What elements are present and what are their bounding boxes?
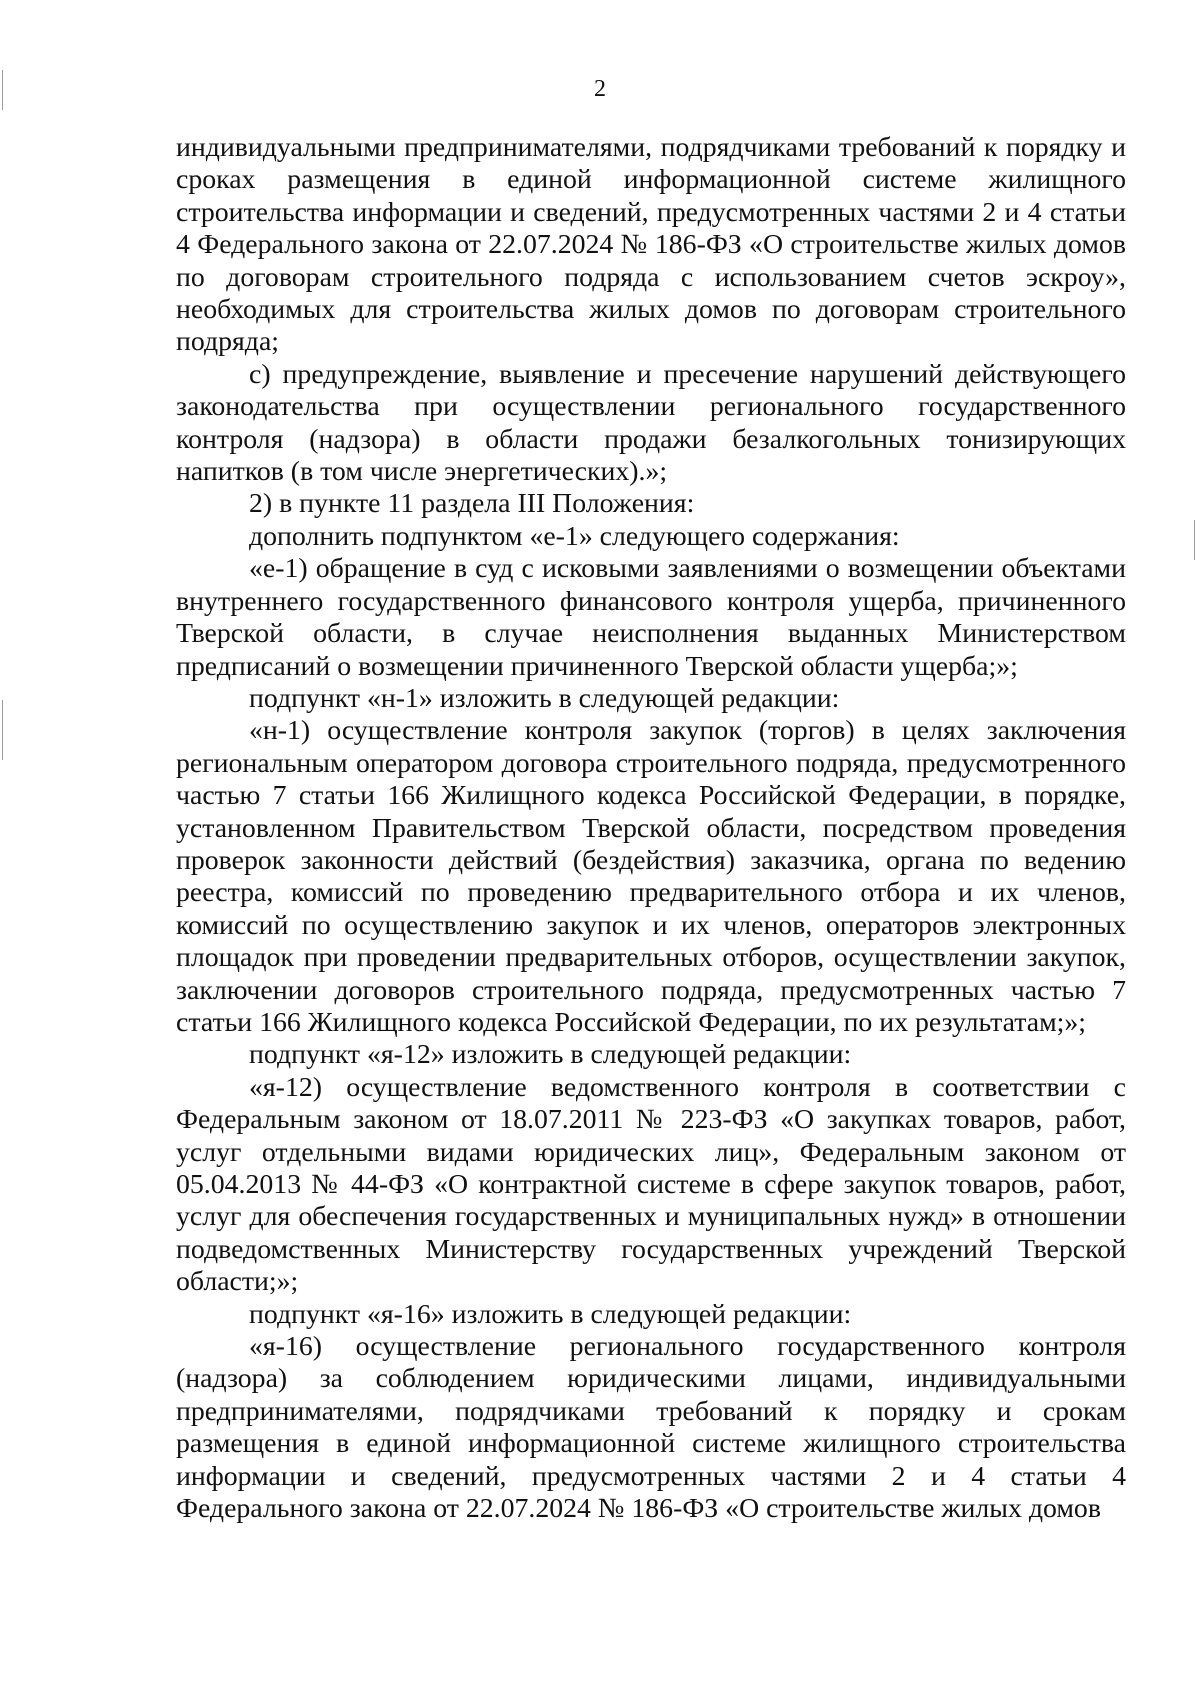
paragraph-add-subitem: дополнить подпунктом «е-1» следующего содержания: [249,520,900,552]
scan-edge-mark [2,700,3,760]
paragraph-item-2: 2) в пункте 11 раздела III Положения: [249,488,695,520]
paragraph-subitem-ya16: «я-16) осуществление регионального государственного контроля (надзора) за соблюдением юридическими лицами, индивидуальными предпринимателями, подрядчиками требований к порядку и срокам размещения в единой информационной системе жилищного строительства информации и сведений, предусмотренных частями 2 и 4 статьи 4 Федерального закона от 22.07.2024 № 186-ФЗ «О строительстве жилых домов [176,1331,1126,1525]
paragraph-item-s: с) предупреждение, выявление и пресечение нарушений действующего законодательства при осуществлении регионального государственного контроля (надзора) в области продажи безалкогольных тонизирующих напитков (в том числе энергетических).»; [176,358,1126,488]
document-body [176,132,1126,1525]
paragraph-subitem-n1: «н-1) осуществление контроля закупок (торгов) в целях заключения региональным оператором договора строительного подряда, предусмотренного частью 7 статьи 166 Жилищного кодекса Российской Федерации, в порядке, установленном Правительством Тверской области, посредством проведения проверок законности действий (бездействия) заказчика, органа по ведению реестра, комиссий по проведению предварительного отбора и их членов, комиссий по осуществлению закупок и их членов, операторов электронных площадок при проведении предварительных отборов, осуществлении закупок, заключении договоров строительного подряда, предусмотренных частью 7 статьи 166 Жилищного кодекса Российской Федерации, по их результатам;»; [176,715,1126,1038]
paragraph-ya12-intro: подпункт «я-12» изложить в следующей редакции: [249,1039,852,1071]
paragraph-continuation: индивидуальными предпринимателями, подрядчиками требований к порядку и сроках размещения в единой информационной системе жилищного строительства информации и сведений, предусмотренных частями 2 и 4 статьи 4 Федерального закона от 22.07.2024 № 186-ФЗ «О строительстве жилых домов по договорам строительного подряда с использованием счетов эскроу», необходимых для строительства жилых домов по договорам строительного подряда; [176,132,1126,358]
paragraph-n1-intro: подпункт «н-1» изложить в следующей редакции: [249,682,840,714]
paragraph-subitem-ya12: «я-12) осуществление ведомственного контроля в соответствии с Федеральным законом от 18.07.2011 № 223-ФЗ «О закупках товаров, работ, услуг отдельными видами юридических лиц», Федеральным законом от 05.04.2013 № 44-ФЗ «О контрактной системе в сфере закупок товаров, работ, услуг для обеспечения государственных и муниципальных нужд» в отношении подведомственных Министерству государственных учреждений Тверской области;»; [176,1071,1126,1298]
page-number: 2 [594,76,606,102]
scan-edge-mark [1194,520,1195,560]
paragraph-ya16-intro: подпункт «я-16» изложить в следующей редакции: [249,1298,852,1330]
paragraph-subitem-e1: «е-1) обращение в суд с исковыми заявлениями о возмещении объектами внутреннего государственного финансового контроля ущерба, причиненного Тверской области, в случае неисполнения выданных Министерством предписаний о возмещении причиненного Тверской области ущерба;»; [176,553,1126,682]
